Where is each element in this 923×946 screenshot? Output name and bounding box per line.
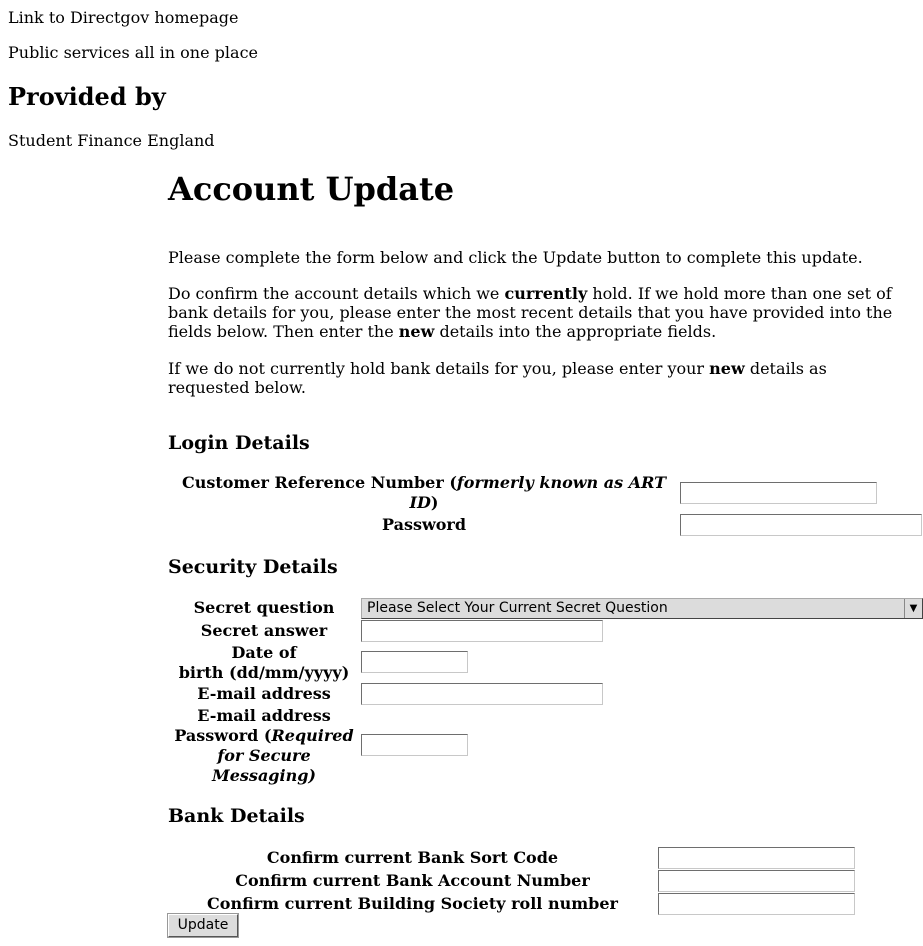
secret-question-selected: Please Select Your Current Secret Question bbox=[367, 600, 668, 616]
secret-answer-input[interactable] bbox=[361, 620, 603, 642]
dob-input[interactable] bbox=[361, 651, 468, 673]
login-details-heading: Login Details bbox=[168, 432, 310, 454]
email-label: E-mail address bbox=[197, 684, 331, 703]
password-input[interactable] bbox=[680, 514, 922, 536]
roll-number-input[interactable] bbox=[658, 893, 855, 915]
page-title: Account Update bbox=[168, 170, 455, 208]
secret-question-label: Secret question bbox=[193, 598, 335, 617]
crn-label: Customer Reference Number (formerly known as ART ID) bbox=[181, 473, 667, 512]
provider-name: Student Finance England bbox=[8, 131, 215, 150]
password-label: Password bbox=[381, 515, 467, 534]
bank-details-heading: Bank Details bbox=[168, 805, 305, 827]
sort-code-label: Confirm current Bank Sort Code bbox=[266, 848, 559, 867]
account-number-input[interactable] bbox=[658, 870, 855, 892]
email-password-label: E-mail address Password (Required for Secure Messaging) bbox=[174, 706, 354, 785]
chevron-down-icon[interactable]: ▼ bbox=[904, 599, 922, 618]
update-button[interactable]: Update bbox=[168, 914, 238, 937]
email-password-input[interactable] bbox=[361, 734, 468, 756]
provided-by-heading: Provided by bbox=[8, 82, 166, 111]
intro-text: Please complete the form below and click the Update button to complete this update. bbox=[168, 248, 863, 267]
dob-label: Date of birth (dd/mm/yyyy) bbox=[178, 643, 350, 682]
security-details-heading: Security Details bbox=[168, 556, 338, 578]
secret-question-select[interactable] bbox=[361, 598, 923, 619]
no-details-paragraph: If we do not currently hold bank details for you, please enter your new details as requested below. bbox=[168, 359, 827, 397]
email-input[interactable] bbox=[361, 683, 603, 705]
roll-number-label: Confirm current Building Society roll number bbox=[207, 894, 618, 913]
account-number-label: Confirm current Bank Account Number bbox=[235, 871, 590, 890]
directgov-home-link[interactable]: Link to Directgov homepage bbox=[8, 8, 239, 27]
tagline: Public services all in one place bbox=[8, 43, 258, 62]
secret-answer-label: Secret answer bbox=[200, 621, 328, 640]
instructions-paragraph: Do confirm the account details which we currently hold. If we hold more than one set of bank details for you, please enter the most recent details that you have provided into the fields below. Then enter the new details into the appropriate fields. bbox=[168, 284, 893, 341]
sort-code-input[interactable] bbox=[658, 847, 855, 869]
crn-input[interactable] bbox=[680, 482, 877, 504]
